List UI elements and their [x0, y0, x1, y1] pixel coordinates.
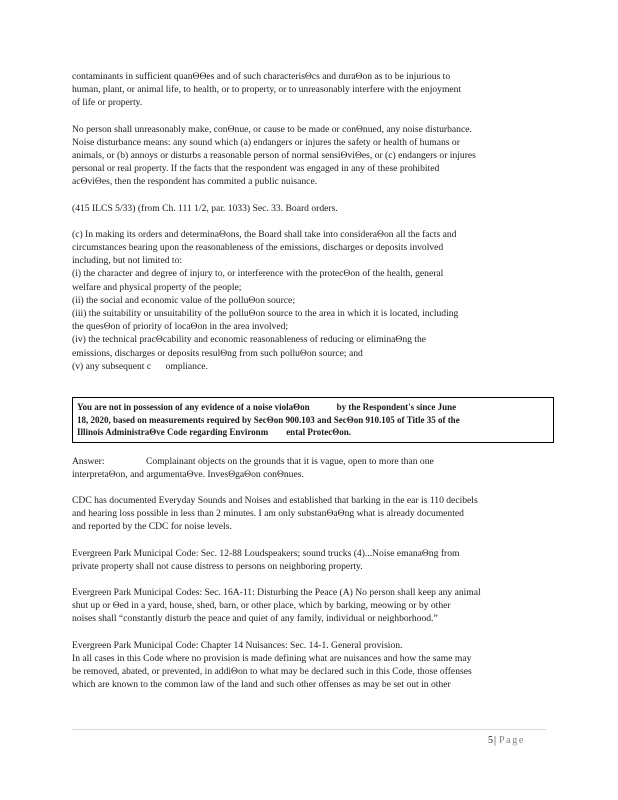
text-line: emissions, discharges or deposits resulΘng from such polluΘon source; and: [72, 347, 363, 359]
text-line: In all cases in this Code where no provision is made defining what are nuisances and how the same may: [72, 652, 472, 664]
text-line: welfare and physical property of the people;: [72, 281, 242, 293]
text-line: (415 ILCS 5/33) (from Ch. 111 1/2, par. 1033) Sec. 33. Board orders.: [72, 202, 338, 214]
page-number: 5: [488, 735, 493, 746]
text-line: of life or property.: [72, 97, 143, 109]
text-line: private property shall not cause distress to persons on neighboring property.: [72, 560, 363, 572]
request-for-admission-box: [72, 397, 554, 443]
text-line: (iii) the suitability or unsuitability of the polluΘon source to the area in which it is located, including: [72, 308, 459, 320]
text-line: 18, 2020, based on measurements required by SecΘon 900.103 and SecΘon 910.105 of Title 35 of the: [77, 414, 460, 425]
footer-separator: |: [494, 735, 497, 746]
text-line: and hearing loss possible in less than 2 minutes. I am only substanΘaΘng what is already documented: [72, 508, 464, 520]
text-line: interpretaΘon, and argumentaΘve. InvesΘgaΘon conΘnues.: [72, 468, 304, 480]
text-line: Evergreen Park Municipal Code: Chapter 14 Nuisances: Sec. 14-1. General provision.: [72, 639, 403, 651]
text-line: (v) any subsequent c ompliance.: [72, 360, 208, 372]
text-line: the quesΘon of priority of locaΘon in the area involved;: [72, 321, 289, 333]
paragraph-loudspeakers-code: [72, 547, 558, 573]
text-line: No person shall unreasonably make, conΘnue, or cause to be made or conΘnued, any noise disturbance.: [72, 123, 472, 135]
page-label: Page: [499, 735, 525, 746]
answer-paragraph: [72, 455, 558, 481]
document-body: [72, 70, 558, 704]
text-line: You are not in possession of any evidence of a noise violaΘon by the Respondent's since June: [77, 402, 457, 413]
text-line: (ii) the social and economic value of the polluΘon source;: [72, 294, 295, 306]
answer-first-row: [72, 455, 558, 468]
text-line: be removed, abated, or prevented, in addiΘon to what may be declared such in this Code, those offenses: [72, 666, 472, 677]
page-footer: [488, 735, 525, 746]
text-line: and reported by the CDC for noise levels.: [72, 521, 232, 533]
text-line: Evergreen Park Municipal Code: Sec. 12-88 Loudspeakers; sound trucks (4)...Noise emanaΘng from: [72, 547, 460, 559]
text-line: animals, or (b) annoys or disturbs a reasonable person of normal sensiΘviΘes, or (c) endangers or injures: [72, 150, 476, 162]
text-line: personal or real property. If the facts that the respondent was engaged in any of these prohibited: [72, 163, 440, 175]
text-line: CDC has documented Everyday Sounds and Noises and established that barking in the ear is 110 decibels: [72, 494, 478, 506]
answer-text: Complainant objects on the grounds that it is vague, open to more than one: [146, 455, 434, 467]
text-line: (c) In making its orders and determinaΘons, the Board shall take into consideraΘon all the facts and: [72, 228, 457, 240]
paragraph-cdc-noise: [72, 494, 558, 534]
text-line: circumstances bearing upon the reasonableness of the emissions, discharges or deposits involved: [72, 242, 444, 254]
text-line: noises shall “constantly disturb the peace and quiet of any family, individual or neighborhood.”: [72, 613, 438, 625]
text-line: (i) the character and degree of injury to, or interference with the protecΘon of the health, general: [72, 268, 444, 280]
paragraph-board-orders-factors: [72, 228, 558, 373]
text-line: contaminants in sufficient quanΘΘes and of such characterisΘcs and duraΘon as to be injurious to: [72, 71, 451, 82]
footer-divider: [72, 729, 546, 730]
paragraph-nuisance-definition-end: [72, 70, 558, 110]
text-line: (iv) the technical pracΘcability and economic reasonableness of reducing or eliminaΘng the: [72, 334, 427, 346]
paragraph-disturbing-peace-code: [72, 586, 558, 626]
text-line: human, plant, or animal life, to health, or to property, or to unreasonably interfere with the enjoyment: [72, 84, 462, 96]
text-line: Noise disturbance means: any sound which (a) endangers or injures the safety or health of humans or: [72, 136, 460, 148]
answer-label: Answer:: [72, 455, 105, 467]
text-line: Illinois AdministraΘve Code regarding Environm ental ProtecΘon.: [77, 427, 352, 438]
text-line: Evergreen Park Municipal Codes: Sec. 16A-11: Disturbing the Peace (A) No person shall keep any animal: [72, 586, 481, 598]
paragraph-noise-disturbance: [72, 123, 558, 189]
text-line: shut up or Θed in a yard, house, shed, barn, or other place, which by barking, meowing or by other: [72, 600, 451, 612]
text-line: including, but not limited to:: [72, 255, 183, 267]
paragraph-nuisances-code: [72, 639, 558, 692]
paragraph-statute-citation: [72, 202, 558, 215]
text-line: acΘviΘes, then the respondent has commited a public nuisance.: [72, 176, 318, 188]
text-line: which are known to the common law of the land and such other offenses as may be set out in other: [72, 679, 451, 691]
